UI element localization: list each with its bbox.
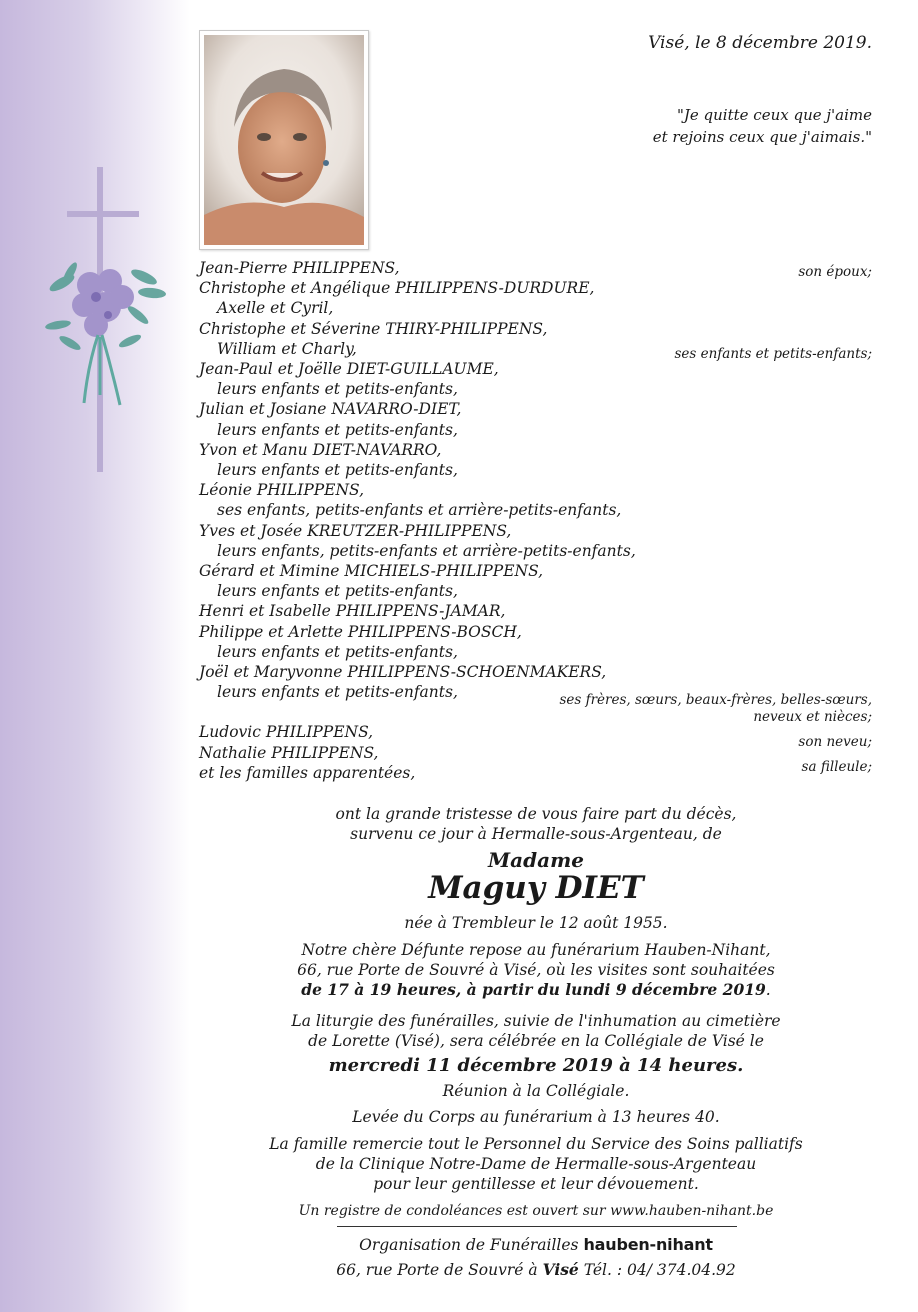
condolence-registry: Un registre de condoléances est ouvert sur www.hauben-nihant.be [298, 1203, 774, 1219]
family-line: Gérard et Mimine MICHIELS-PHILIPPENS, [199, 562, 544, 581]
epitaph-quote [653, 104, 872, 148]
footer-divider [337, 1226, 737, 1227]
portrait-photo-frame [199, 30, 369, 250]
family-line: Axelle et Cyril, [217, 299, 334, 318]
relation-freres [559, 692, 872, 726]
organizer-prefix: Organisation de Funérailles [359, 1236, 579, 1254]
title-madame: Madame [488, 848, 584, 872]
visitation-info [230, 940, 842, 1000]
thanks-line-1: La famille remercie tout le Personnel du Service des Soins palliatifs [269, 1135, 803, 1153]
family-line: leurs enfants et petits-enfants, [217, 420, 458, 439]
family-line: et les familles apparentées, [199, 763, 416, 782]
relation-enfants: ses enfants et petits-enfants; [674, 346, 872, 362]
family-line: Julian et Josiane NAVARRO-DIET, [199, 400, 462, 419]
family-line: Ludovic PHILIPPENS, [199, 723, 374, 742]
family-line: Philippe et Arlette PHILIPPENS-BOSCH, [199, 622, 522, 641]
funeral-line-1: La liturgie des funérailles, suivie de l'inhumation au cimetière [291, 1012, 781, 1030]
relation-freres-line-2: neveux et nièces; [753, 709, 872, 725]
cross-flower-icon [40, 165, 200, 475]
relation-neveu: son neveu; [798, 734, 872, 750]
family-line: William et Charly, [217, 339, 357, 358]
family-line: leurs enfants et petits-enfants, [217, 642, 458, 661]
family-line: leurs enfants et petits-enfants, [217, 461, 458, 480]
thanks-line-3: pour leur gentillesse et leur dévouement. [373, 1175, 699, 1193]
visitation-period: . [765, 981, 771, 999]
relation-freres-line-1: ses frères, sœurs, beaux-frères, belles-sœurs, [559, 692, 872, 708]
address-phone: Tél. : 04/ 374.04.92 [583, 1261, 736, 1279]
thanks-message [230, 1134, 842, 1194]
thanks-line-2: de la Clinique Notre-Dame de Hermalle-sous-Argenteau [315, 1155, 757, 1173]
family-line: Jean-Paul et Joëlle DIET-GUILLAUME, [199, 360, 499, 379]
address-street: 66, rue Porte de Souvré à [336, 1261, 538, 1279]
family-line: Henri et Isabelle PHILIPPENS-JAMAR, [199, 602, 506, 621]
reunion-info: Réunion à la Collégiale. [442, 1082, 630, 1100]
family-line: Yves et Josée KREUTZER-PHILIPPENS, [199, 521, 512, 540]
visitation-line-2: 66, rue Porte de Souvré à Visé, où les visites sont souhaitées [297, 961, 775, 979]
funeral-line-2: de Lorette (Visé), sera célébrée en la Collégiale de Visé le [308, 1032, 764, 1050]
family-line: Nathalie PHILIPPENS, [199, 743, 379, 762]
announcement-line-1: ont la grande tristesse de vous faire part du décès, [335, 805, 737, 823]
funeral-info [230, 1011, 842, 1081]
family-line: Christophe et Séverine THIRY-PHILIPPENS, [199, 319, 548, 338]
deceased-name: Maguy DIET [428, 870, 644, 906]
brand-logo: hauben-nihant [583, 1235, 713, 1254]
organizer-address [230, 1260, 842, 1279]
visitation-line-1: Notre chère Défunte repose au funérarium Hauben-Nihant, [301, 941, 771, 959]
organizer-line [230, 1235, 842, 1254]
portrait-photo [204, 35, 364, 245]
relation-epoux: son époux; [798, 264, 872, 280]
levee-info: Levée du Corps au funérarium à 13 heures 40. [352, 1108, 720, 1126]
birth-info: née à Trembleur le 12 août 1955. [404, 914, 668, 932]
address-city: Visé [542, 1260, 579, 1279]
funeral-datetime: mercredi 11 décembre 2019 à 14 heures. [328, 1055, 744, 1076]
date-line: Visé, le 8 décembre 2019. [648, 33, 872, 53]
family-line: Joël et Maryvonne PHILIPPENS-SCHOENMAKERS, [199, 663, 607, 682]
family-line: leurs enfants et petits-enfants, [217, 380, 458, 399]
family-line: Léonie PHILIPPENS, [199, 481, 365, 500]
announcement-line-2: survenu ce jour à Hermalle-sous-Argenteau, de [350, 825, 722, 843]
family-line: Yvon et Manu DIET-NAVARRO, [199, 440, 442, 459]
family-line: ses enfants, petits-enfants et arrière-petits-enfants, [217, 501, 622, 520]
family-line: leurs enfants, petits-enfants et arrière-petits-enfants, [217, 541, 636, 560]
family-line: leurs enfants et petits-enfants, [217, 582, 458, 601]
family-line: Christophe et Angélique PHILIPPENS-DURDURE, [199, 279, 595, 298]
relation-filleule: sa filleule; [801, 759, 872, 775]
family-line: leurs enfants et petits-enfants, [217, 683, 458, 702]
quote-line-2: et rejoins ceux que j'aimais." [652, 128, 872, 146]
announcement [230, 804, 842, 844]
visitation-hours: de 17 à 19 heures, à partir du lundi 9 décembre 2019 [301, 980, 766, 999]
family-line: Jean-Pierre PHILIPPENS, [199, 259, 400, 277]
quote-line-1: "Je quitte ceux que j'aime [676, 106, 872, 124]
